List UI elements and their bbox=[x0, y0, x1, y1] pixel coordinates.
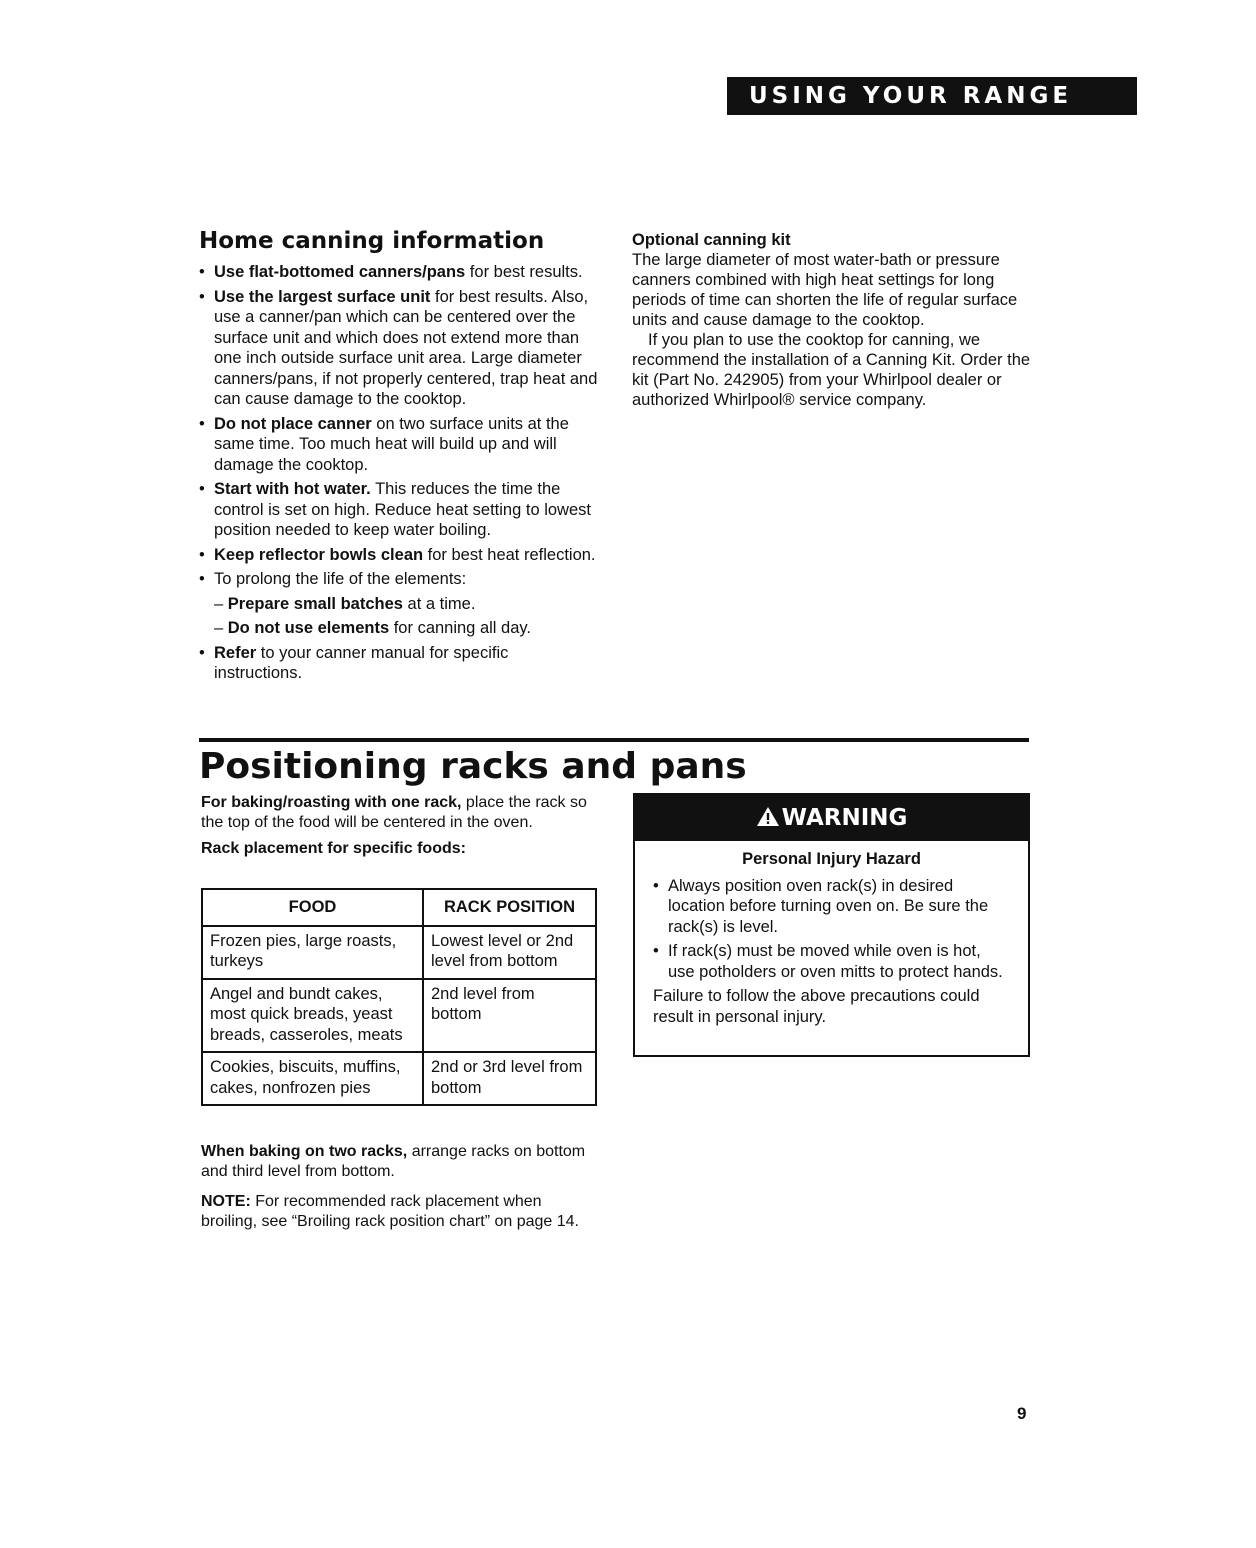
item-bold: Prepare small batches bbox=[227, 594, 403, 613]
item-text: for best results. Also, use a canner/pan which can be centered over the surface unit and which does not extend more than one inch outside surface unit area. Large diameter canners/pans, if not properly centered, trap heat and can cause damage to the cooktop. bbox=[214, 287, 598, 408]
table-cell: Lowest level or 2nd level from bottom bbox=[423, 926, 596, 979]
table-row bbox=[202, 926, 596, 979]
list-item: • Always position oven rack(s) in desired location before turning oven on. Be sure the rack(s) is level. bbox=[653, 876, 1010, 938]
item-bold: Keep reflector bowls clean bbox=[214, 545, 424, 564]
item-text: for best results. bbox=[465, 263, 583, 281]
page-number: 9 bbox=[1017, 1404, 1027, 1423]
item-bold: Use flat-bottomed canners/pans bbox=[214, 263, 466, 281]
sub-item: – Prepare small batches at a time. bbox=[214, 594, 476, 613]
hazard-title: Personal Injury Hazard bbox=[742, 850, 921, 868]
item-bold: Use the largest surface unit bbox=[214, 287, 431, 306]
canning-kit-section bbox=[632, 230, 1032, 410]
racks-heading: Positioning racks and pans bbox=[199, 746, 747, 787]
warning-header bbox=[635, 795, 1028, 841]
list-item bbox=[199, 545, 599, 566]
section-divider bbox=[199, 738, 1029, 742]
sub-item: – Do not use elements for canning all day. bbox=[214, 619, 532, 637]
table-cell: 2nd or 3rd level from bottom bbox=[423, 1052, 596, 1105]
table-header-rack-position: RACK POSITION bbox=[423, 889, 596, 926]
intro-text: place the rack so the top of the food will be centered in the oven. bbox=[201, 794, 587, 831]
list-item bbox=[199, 643, 599, 684]
warning-title: WARNING bbox=[781, 805, 908, 831]
warning-body bbox=[635, 841, 1028, 1027]
racks-notes bbox=[201, 1142, 601, 1232]
item-text: to your canner manual for specific instructions. bbox=[214, 643, 509, 682]
note-text: For recommended rack placement when broiling, see “Broiling rack position chart” on page 14. bbox=[201, 1193, 579, 1230]
table-cell: Frozen pies, large roasts, turkeys bbox=[202, 926, 423, 979]
two-racks-text: arrange racks on bottom and third level from bottom. bbox=[201, 1143, 586, 1180]
item-bold: Start with hot water. bbox=[214, 480, 371, 498]
section-banner bbox=[727, 77, 1137, 115]
table-cell: 2nd level from bottom bbox=[423, 979, 596, 1053]
warning-box bbox=[633, 793, 1030, 1057]
item-text: at a time. bbox=[402, 594, 476, 613]
list-item bbox=[199, 414, 599, 476]
canning-list bbox=[199, 262, 599, 590]
item-bold: Do not place canner bbox=[214, 414, 372, 433]
list-item bbox=[199, 262, 599, 283]
racks-intro bbox=[201, 793, 596, 859]
table-header-row bbox=[202, 889, 596, 926]
list-item: • If rack(s) must be moved while oven is hot, use potholders or oven mitts to protect hands. bbox=[653, 941, 1010, 982]
item-text: for canning all day. bbox=[389, 619, 532, 637]
list-item bbox=[199, 569, 599, 590]
rack-placement-table bbox=[201, 888, 597, 1106]
list-item bbox=[199, 287, 599, 410]
warning-footer: Failure to follow the above precautions could result in personal injury. bbox=[653, 987, 980, 1026]
canning-heading: Home canning information bbox=[199, 228, 545, 254]
warning-list bbox=[653, 876, 1010, 983]
canning-list-end bbox=[199, 643, 599, 684]
table-row bbox=[202, 1052, 596, 1105]
item-text: This reduces the time the control is set on high. Reduce heat setting to lowest position needed to keep water boiling. bbox=[214, 480, 591, 539]
section-banner-text: USING YOUR RANGE bbox=[749, 83, 1073, 109]
table-cell: Cookies, biscuits, muffins, cakes, nonfrozen pies bbox=[202, 1052, 423, 1105]
warning-triangle-icon bbox=[756, 806, 780, 827]
canning-section bbox=[199, 262, 599, 688]
item-text: on two surface units at the same time. Too much heat will build up and will damage the cooktop. bbox=[214, 414, 569, 474]
list-item bbox=[199, 479, 599, 541]
intro-bold: For baking/roasting with one rack, bbox=[201, 794, 462, 811]
item-text: To prolong the life of the elements: bbox=[214, 570, 467, 588]
canning-kit-paragraph: The large diameter of most water-bath or pressure canners combined with high heat settings for long periods of time can shorten the life of regular surface units and cause damage to the cooktop. bbox=[632, 251, 1018, 329]
canning-kit-heading: Optional canning kit bbox=[632, 231, 791, 249]
table-cell: Angel and bundt cakes, most quick breads, yeast breads, casseroles, meats bbox=[202, 979, 423, 1053]
item-bold: Refer bbox=[214, 643, 257, 662]
two-racks-bold: When baking on two racks, bbox=[201, 1143, 408, 1160]
canning-kit-paragraph: If you plan to use the cooktop for canning, we recommend the installation of a Canning Kit. Order the kit (Part No. 242905) from your Whirlpool dealer or authorized Whirlpool® service company. bbox=[632, 331, 1031, 409]
item-bold: Do not use elements bbox=[227, 619, 390, 637]
table-row bbox=[202, 979, 596, 1053]
note-label: NOTE: bbox=[201, 1193, 251, 1210]
table-caption: Rack placement for specific foods: bbox=[201, 840, 466, 857]
table-header-food: FOOD bbox=[202, 889, 423, 926]
item-text: for best heat reflection. bbox=[423, 545, 596, 564]
